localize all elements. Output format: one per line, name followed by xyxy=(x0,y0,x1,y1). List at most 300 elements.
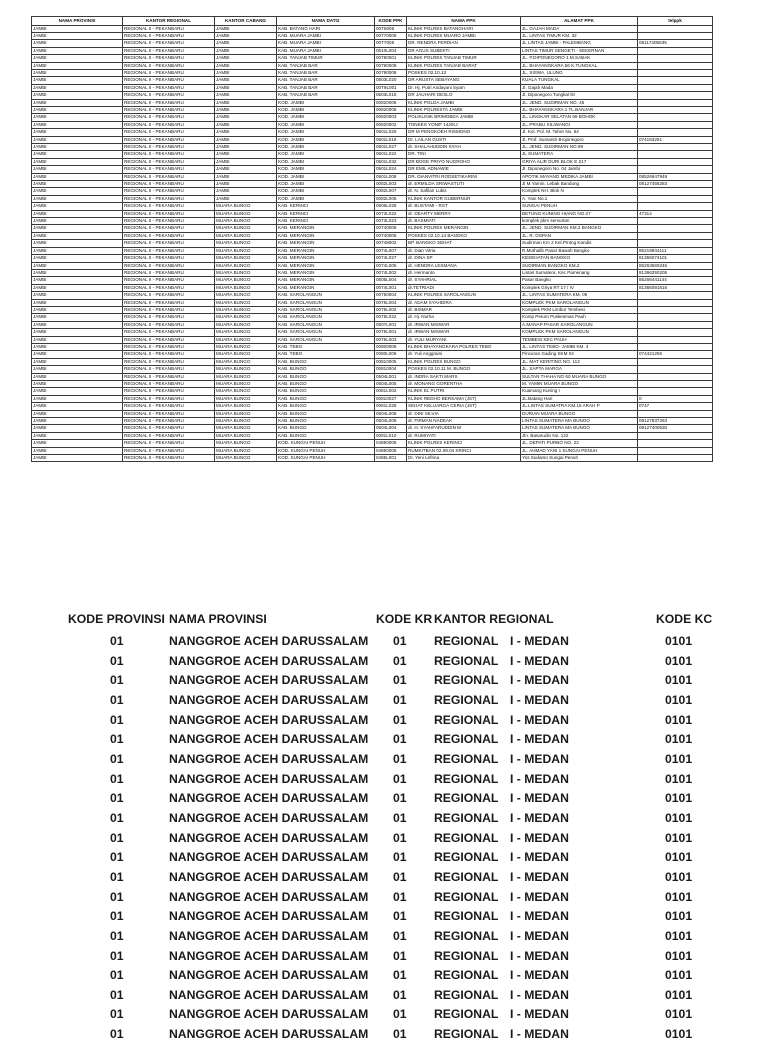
cell-nama-ppk: DR AGUS SUBEKTI xyxy=(407,47,521,54)
cell-telppk xyxy=(638,158,713,165)
cell-alamat-ppk: APOTIK MAYANG MEDIKA JAMBI xyxy=(521,173,638,180)
cell-kode-kc: 0101 xyxy=(665,810,693,825)
cell-alamat-ppk: A.MANAP PASAR SAROLANGUN xyxy=(521,321,638,328)
cell-kode-ppk: 0504L008 xyxy=(375,410,407,417)
cell-kode-kc: 0101 xyxy=(665,634,693,648)
cell-kantor-cabang: JAMBI xyxy=(215,181,277,188)
cell-telppk xyxy=(638,440,713,447)
cell-kode-ppk: 00790009 xyxy=(375,62,407,69)
cell-nama-provinsi: JAMBI xyxy=(32,269,123,276)
cell-kantor-regional: REGIONAL II - PEKANBARU xyxy=(123,403,215,410)
cell-nama-dati2: KAB. TANJAB BAR xyxy=(277,69,375,76)
cell-kode-kc: 0101 xyxy=(665,653,693,668)
cell-nama-ppk: RUMKITBAN 02.09.04 KRINCI xyxy=(407,447,521,454)
cell-nama-ppk: dr. BASMIATI xyxy=(407,218,521,225)
cell-nama-dati2: KAB. MUARA JAMBI xyxy=(277,40,375,47)
cell-kantor-regional-name: I - MEDAN xyxy=(510,692,569,707)
table-row xyxy=(32,418,713,425)
table-row xyxy=(68,770,718,790)
cell-kantor-regional: REGIONAL II - PEKANBARU xyxy=(123,329,215,336)
cell-kode-provinsi: 01 xyxy=(110,791,124,806)
cell-telppk: 85219944111 xyxy=(638,247,713,254)
table-row xyxy=(32,381,713,388)
cell-kode-ppk: 04850006 xyxy=(375,440,407,447)
ppk-table-body xyxy=(32,25,713,462)
cell-nama-dati2: KAB. TANJAB BAR xyxy=(277,62,375,69)
cell-regional: REGIONAL xyxy=(434,751,499,766)
cell-telppk: 47314 xyxy=(638,210,713,217)
cell-kantor-cabang: JAMBI xyxy=(215,144,277,151)
table-row xyxy=(68,888,718,908)
cell-alamat-ppk: JL. LINTAS TEBO- JAMBI KM. 4 xyxy=(521,343,638,350)
cell-nama-dati2: KAB. BUNGO xyxy=(277,403,375,410)
cell-nama-dati2: KOD. JAMBI xyxy=(277,129,375,136)
cell-kantor-cabang: JAMBI xyxy=(215,47,277,54)
cell-kode-provinsi: 01 xyxy=(110,948,124,963)
cell-kantor-regional: REGIONAL II - PEKANBARU xyxy=(123,410,215,417)
cell-kode-ppk: 0080L006 xyxy=(375,351,407,358)
cell-kode-ppk: 00820006 xyxy=(375,99,407,106)
cell-alamat-ppk: DURIAN MUARA BUNGO xyxy=(521,410,638,417)
cell-nama-provinsi: NANGGROE ACEH DARUSSALAM xyxy=(169,830,369,845)
cell-kantor-cabang: MUARA BUNGO xyxy=(215,255,277,262)
table-row xyxy=(68,691,718,711)
cell-nama-ppk: DR. RENDRA FERDIAN xyxy=(407,40,521,47)
cell-kantor-regional-name: I - MEDAN xyxy=(510,1027,569,1042)
cell-kantor-cabang: MUARA BUNGO xyxy=(215,432,277,439)
cell-kantor-regional: REGIONAL II - PEKANBARU xyxy=(123,299,215,306)
table-row xyxy=(32,181,713,188)
cell-kode-kr: 01 xyxy=(393,928,407,943)
cell-kode-kr: 01 xyxy=(393,751,407,766)
cell-kode-kr: 01 xyxy=(393,692,407,707)
cell-telppk xyxy=(638,218,713,225)
cell-kantor-regional: REGIONAL II - PEKANBARU xyxy=(123,366,215,373)
cell-regional: REGIONAL xyxy=(434,653,499,668)
cell-kode-ppk: 00790008 xyxy=(375,69,407,76)
table-row xyxy=(68,809,718,829)
cell-kantor-regional: REGIONAL II - PEKANBARU xyxy=(123,25,215,32)
cell-kantor-cabang: MUARA BUNGO xyxy=(215,210,277,217)
cell-nama-provinsi: JAMBI xyxy=(32,84,123,91)
cell-alamat-ppk: Jl. Gajah Mada xyxy=(521,84,638,91)
cell-nama-provinsi: JAMBI xyxy=(32,106,123,113)
cell-nama-ppk: dr. ERMILDA SRIWASTUTI xyxy=(407,181,521,188)
cell-kode-provinsi: 01 xyxy=(110,869,124,884)
cell-regional: REGIONAL xyxy=(434,810,499,825)
cell-alamat-ppk: JL. AHMAD YANI 1 SUNGAI PENUH xyxy=(521,447,638,454)
cell-telppk xyxy=(638,292,713,299)
cell-nama-ppk: dr. INDRA SAKTI MARS xyxy=(407,373,521,380)
cell-kode-kc: 0101 xyxy=(665,673,693,688)
cell-telppk xyxy=(638,114,713,121)
cell-nama-ppk: dr. SYAHRIAL xyxy=(407,277,521,284)
cell-nama-ppk: Dr. Hj. Putri Andayani Syam xyxy=(407,84,521,91)
cell-kode-ppk: 0510L004 xyxy=(375,47,407,54)
table-row xyxy=(32,114,713,121)
cell-telppk xyxy=(638,99,713,106)
cell-kantor-regional: REGIONAL II - PEKANBARU xyxy=(123,351,215,358)
cell-kantor-regional: REGIONAL II - PEKANBARU xyxy=(123,166,215,173)
cell-nama-provinsi: JAMBI xyxy=(32,158,123,165)
cell-kode-ppk: 00748002 xyxy=(375,240,407,247)
cell-kode-ppk: 00750004 xyxy=(375,292,407,299)
cell-kantor-regional: REGIONAL II - PEKANBARU xyxy=(123,129,215,136)
table-row xyxy=(32,366,713,373)
cell-kantor-regional: REGIONAL II - PEKANBARU xyxy=(123,225,215,232)
cell-kode-ppk: 0082L005 xyxy=(375,195,407,202)
cell-alamat-ppk: Jl. Diponegoro No. 04 Jambi xyxy=(521,166,638,173)
cell-alamat-ppk: KOMPLEK PKM SAROLANGUN xyxy=(521,299,638,306)
cell-kode-ppk: 0504L001 xyxy=(375,373,407,380)
cell-kantor-regional: REGIONAL II - PEKANBARU xyxy=(123,203,215,210)
cell-nama-provinsi: JAMBI xyxy=(32,447,123,454)
cell-kantor-cabang: JAMBI xyxy=(215,40,277,47)
table-row xyxy=(32,218,713,225)
cell-kantor-cabang: MUARA BUNGO xyxy=(215,403,277,410)
table-row xyxy=(32,343,713,350)
table-row xyxy=(32,403,713,410)
cell-kantor-cabang: MUARA BUNGO xyxy=(215,418,277,425)
cell-telppk xyxy=(638,32,713,39)
cell-kode-kc: 0101 xyxy=(665,1027,693,1042)
cell-nama-ppk: DR JAUHARI DESLO xyxy=(407,92,521,99)
cell-nama-provinsi: JAMBI xyxy=(32,410,123,417)
cell-kantor-cabang: JAMBI xyxy=(215,77,277,84)
table-row xyxy=(32,173,713,180)
cell-kode-ppk: 0075L003 xyxy=(375,336,407,343)
cell-kantor-regional: REGIONAL II - PEKANBARU xyxy=(123,181,215,188)
cell-kantor-regional: REGIONAL II - PEKANBARU xyxy=(123,99,215,106)
cell-alamat-ppk: JL. SISWA. ULUNG xyxy=(521,69,638,76)
cell-kode-kr: 01 xyxy=(393,634,407,648)
cell-kantor-cabang: JAMBI xyxy=(215,62,277,69)
cell-kode-kc: 0101 xyxy=(665,692,693,707)
table-row xyxy=(32,84,713,91)
province-header-row xyxy=(68,606,718,632)
table-row xyxy=(32,455,713,462)
province-spreadsheet xyxy=(68,606,718,1045)
cell-nama-ppk: KLINIK POLRES MUARO JAMBI xyxy=(407,32,521,39)
cell-alamat-ppk: GRIYA ALIR DURI BLOK E 217 xyxy=(521,158,638,165)
cell-kode-kr: 01 xyxy=(393,968,407,983)
cell-kantor-cabang: MUARA BUNGO xyxy=(215,218,277,225)
table-row xyxy=(32,121,713,128)
cell-telppk xyxy=(638,321,713,328)
cell-kantor-cabang: MUARA BUNGO xyxy=(215,240,277,247)
cell-kode-kr: 01 xyxy=(393,1007,407,1022)
table-row xyxy=(32,210,713,217)
cell-nama-provinsi: NANGGROE ACEH DARUSSALAM xyxy=(169,928,369,943)
cell-telppk: 08127455283 xyxy=(638,181,713,188)
cell-nama-ppk: dr. Hermanto xyxy=(407,269,521,276)
cell-telppk xyxy=(638,77,713,84)
cell-kantor-cabang: MUARA BUNGO xyxy=(215,277,277,284)
cell-kantor-regional: REGIONAL II - PEKANBARU xyxy=(123,447,215,454)
cell-nama-provinsi: JAMBI xyxy=(32,432,123,439)
cell-kantor-regional-name: I - MEDAN xyxy=(510,830,569,845)
cell-kode-ppk: 0505L004 xyxy=(375,277,407,284)
cell-regional: REGIONAL xyxy=(434,732,499,747)
cell-nama-ppk: dr. FIRMAN NADEAK xyxy=(407,418,521,425)
cell-nama-ppk: KLINIK POLRES KERINCI xyxy=(407,440,521,447)
cell-nama-ppk: dr. DINA SP xyxy=(407,255,521,262)
cell-nama-provinsi: JAMBI xyxy=(32,232,123,239)
cell-nama-dati2: KOD. JAMBI xyxy=(277,151,375,158)
cell-kantor-regional: REGIONAL II - PEKANBARU xyxy=(123,343,215,350)
cell-kode-ppk: 0075L001 xyxy=(375,329,407,336)
cell-kode-provinsi: 01 xyxy=(110,968,124,983)
table-row xyxy=(32,336,713,343)
cell-alamat-ppk: Komplek PKM Limbur Tembesi xyxy=(521,306,638,313)
cell-kantor-regional: REGIONAL II - PEKANBARU xyxy=(123,210,215,217)
table-row xyxy=(68,966,718,986)
cell-nama-dati2: KAB. TANJAB BAR xyxy=(277,92,375,99)
cell-nama-ppk: TONKES YONIF 142/KJ xyxy=(407,121,521,128)
cell-alamat-ppk: Komplek Griya RT 17 / IV xyxy=(521,284,638,291)
cell-kode-ppk: 0074L027 xyxy=(375,255,407,262)
cell-kantor-regional: REGIONAL II - PEKANBARU xyxy=(123,418,215,425)
cell-regional: REGIONAL xyxy=(434,830,499,845)
cell-kode-provinsi: 01 xyxy=(110,850,124,865)
cell-nama-dati2: KOD. JAMBI xyxy=(277,106,375,113)
cell-kantor-cabang: JAMBI xyxy=(215,158,277,165)
table-row xyxy=(32,247,713,254)
cell-telppk xyxy=(638,151,713,158)
cell-telppk: 81366074101 xyxy=(638,255,713,262)
cell-alamat-ppk: JL. JEND. SUDIRMAN NO. 45 xyxy=(521,99,638,106)
cell-telppk xyxy=(638,203,713,210)
cell-nama-ppk: dr. IRWAN MISWAR xyxy=(407,329,521,336)
table-row xyxy=(32,292,713,299)
cell-kantor-regional-name: I - MEDAN xyxy=(510,634,569,648)
cell-kode-ppk: 00820005 xyxy=(375,106,407,113)
cell-kode-ppk: 0081L010 xyxy=(375,432,407,439)
cell-nama-dati2: KOD. JAMBI xyxy=(277,173,375,180)
cell-kantor-regional: REGIONAL II - PEKANBARU xyxy=(123,218,215,225)
cell-kantor-cabang: JAMBI xyxy=(215,32,277,39)
cell-nama-ppk: DR EMIL ADNAWIE xyxy=(407,166,521,173)
cell-telppk xyxy=(638,314,713,321)
cell-telppk xyxy=(638,366,713,373)
cell-kantor-cabang: MUARA BUNGO xyxy=(215,358,277,365)
cell-alamat-ppk: Pasar Bangko xyxy=(521,277,638,284)
cell-nama-ppk: dr. Yuli Anggraini xyxy=(407,351,521,358)
cell-nama-ppk: KLINIK POLRES MERANGIN xyxy=(407,225,521,232)
cell-nama-provinsi: JAMBI xyxy=(32,440,123,447)
cell-nama-provinsi: JAMBI xyxy=(32,329,123,336)
cell-kantor-regional-name: I - MEDAN xyxy=(510,673,569,688)
table-row xyxy=(32,151,713,158)
header-nama-provinsi: NAMA PROVINSI xyxy=(169,612,267,626)
table-row xyxy=(68,730,718,750)
cell-telppk xyxy=(638,129,713,136)
cell-telppk xyxy=(638,92,713,99)
cell-kantor-regional: REGIONAL II - PEKANBARU xyxy=(123,195,215,202)
cell-kantor-regional: REGIONAL II - PEKANBARU xyxy=(123,151,215,158)
cell-nama-ppk: KLINIK POLRES BATANGHARI xyxy=(407,25,521,32)
cell-alamat-ppk: JL. JEND. SUDIRMAN KM.2 BANGKO xyxy=(521,225,638,232)
cell-kantor-regional-name: I - MEDAN xyxy=(510,889,569,904)
cell-nama-ppk: dr. SHALAHUDDIN SYAH xyxy=(407,144,521,151)
cell-kode-kc: 0101 xyxy=(665,791,693,806)
cell-alamat-ppk: JL LINTAS JAMBI - PALEMBANG xyxy=(521,40,638,47)
cell-nama-dati2: KAB. BUNGO xyxy=(277,373,375,380)
cell-kantor-cabang: MUARA BUNGO xyxy=(215,314,277,321)
cell-kantor-regional: REGIONAL II - PEKANBARU xyxy=(123,277,215,284)
table-row xyxy=(32,40,713,47)
cell-kode-ppk: 0075L004 xyxy=(375,299,407,306)
cell-alamat-ppk: JL. P.DIPONEGORO 1 M.SABAK xyxy=(521,55,638,62)
cell-nama-provinsi: JAMBI xyxy=(32,425,123,432)
cell-kode-kr: 01 xyxy=(393,673,407,688)
cell-nama-dati2: KOD. JAMBI xyxy=(277,121,375,128)
cell-kantor-regional: REGIONAL II - PEKANBARU xyxy=(123,188,215,195)
cell-kantor-cabang: MUARA BUNGO xyxy=(215,373,277,380)
cell-kantor-regional: REGIONAL II - PEKANBARU xyxy=(123,247,215,254)
cell-nama-dati2: KAB. BUNGO xyxy=(277,395,375,402)
cell-alamat-ppk: KUALA TUNGKAL xyxy=(521,77,638,84)
cell-alamat-ppk: JL. LINTAS SUMATERA KM. 09 xyxy=(521,292,638,299)
cell-kantor-regional-name: I - MEDAN xyxy=(510,1007,569,1022)
cell-kode-ppk: 0074L007 xyxy=(375,247,407,254)
cell-kantor-regional: REGIONAL II - PEKANBARU xyxy=(123,292,215,299)
cell-nama-dati2: KAB. SAROLANGUN xyxy=(277,314,375,321)
cell-kode-ppk: 04850005 xyxy=(375,447,407,454)
table-row xyxy=(32,203,713,210)
cell-telppk: 85266441144 xyxy=(638,277,713,284)
cell-kantor-regional: REGIONAL II - PEKANBARU xyxy=(123,373,215,380)
cell-nama-provinsi: NANGGROE ACEH DARUSSALAM xyxy=(169,634,369,648)
cell-kode-ppk: 0501L032 xyxy=(375,158,407,165)
table-row xyxy=(32,158,713,165)
cell-kantor-cabang: MUARA BUNGO xyxy=(215,410,277,417)
cell-kode-provinsi: 01 xyxy=(110,1027,124,1042)
cell-nama-ppk: dr. DINI SILVIA xyxy=(407,410,521,417)
table-row xyxy=(32,255,713,262)
ppk-spreadsheet xyxy=(31,16,712,462)
cell-nama-provinsi: JAMBI xyxy=(32,299,123,306)
cell-kantor-regional: REGIONAL II - PEKANBARU xyxy=(123,232,215,239)
cell-kode-ppk: 00T6006 xyxy=(375,25,407,32)
cell-alamat-ppk: Jln. Basarudin No. 122 xyxy=(521,432,638,439)
cell-nama-dati2: KAB. SAROLANGUN xyxy=(277,299,375,306)
cell-nama-provinsi: NANGGROE ACEH DARUSSALAM xyxy=(169,692,369,707)
cell-telppk xyxy=(638,166,713,173)
cell-nama-provinsi: JAMBI xyxy=(32,188,123,195)
cell-kantor-cabang: MUARA BUNGO xyxy=(215,455,277,462)
cell-nama-provinsi: NANGGROE ACEH DARUSSALAM xyxy=(169,771,369,786)
province-table-body xyxy=(68,632,718,1045)
table-row xyxy=(68,947,718,967)
cell-alamat-ppk: Komplek NH. Blok N xyxy=(521,188,638,195)
cell-kantor-cabang: JAMBI xyxy=(215,173,277,180)
cell-nama-provinsi: JAMBI xyxy=(32,351,123,358)
cell-kode-kc: 0101 xyxy=(665,850,693,865)
table-row xyxy=(68,789,718,809)
cell-kode-kr: 01 xyxy=(393,948,407,963)
cell-kantor-regional: REGIONAL II - PEKANBARU xyxy=(123,432,215,439)
cell-kantor-cabang: MUARA BUNGO xyxy=(215,447,277,454)
cell-nama-provinsi: JAMBI xyxy=(32,151,123,158)
cell-kantor-regional-name: I - MEDAN xyxy=(510,712,569,727)
table-row xyxy=(32,284,713,291)
cell-telppk: 074421255 xyxy=(638,351,713,358)
cell-kode-ppk: 0081L028 xyxy=(375,403,407,410)
cell-kode-ppk: 0074L002 xyxy=(375,269,407,276)
cell-kode-ppk: 0501L019 xyxy=(375,136,407,143)
cell-nama-provinsi: JAMBI xyxy=(32,403,123,410)
cell-nama-provinsi: JAMBI xyxy=(32,373,123,380)
table-row xyxy=(32,129,713,136)
cell-nama-provinsi: JAMBI xyxy=(32,336,123,343)
cell-nama-provinsi: NANGGROE ACEH DARUSSALAM xyxy=(169,1007,369,1022)
cell-regional: REGIONAL xyxy=(434,791,499,806)
cell-nama-dati2: KAB. KERINCI xyxy=(277,203,375,210)
cell-kantor-regional: REGIONAL II - PEKANBARU xyxy=(123,144,215,151)
cell-nama-ppk: KLINIK POLRES TANJAB TIMUR xyxy=(407,55,521,62)
cell-kantor-regional: REGIONAL II - PEKANBARU xyxy=(123,358,215,365)
cell-kode-ppk: 0506L028 xyxy=(375,203,407,210)
cell-kode-ppk: 00740006 xyxy=(375,225,407,232)
cell-nama-dati2: KAB. SAROLANGUN xyxy=(277,321,375,328)
cell-kantor-regional: REGIONAL II - PEKANBARU xyxy=(123,158,215,165)
table-row xyxy=(32,262,713,269)
cell-nama-dati2: KOD. SUNGAI PENUH xyxy=(277,440,375,447)
cell-kantor-regional-name: I - MEDAN xyxy=(510,653,569,668)
cell-telppk xyxy=(638,358,713,365)
cell-nama-dati2: KAB. BUNGO xyxy=(277,432,375,439)
cell-nama-provinsi: JAMBI xyxy=(32,25,123,32)
cell-telppk: 08127837263 xyxy=(638,418,713,425)
cell-kode-ppk: 0503L020 xyxy=(375,77,407,84)
cell-nama-dati2: KAB. SAROLANGUN xyxy=(277,336,375,343)
cell-nama-provinsi: JAMBI xyxy=(32,129,123,136)
cell-kantor-cabang: JAMBI xyxy=(215,166,277,173)
province-table xyxy=(68,606,718,1045)
cell-nama-dati2: KAB. MERANGIN xyxy=(277,255,375,262)
cell-telppk xyxy=(638,55,713,62)
cell-kode-ppk: 0501L024 xyxy=(375,166,407,173)
table-row xyxy=(68,868,718,888)
cell-kantor-cabang: MUARA BUNGO xyxy=(215,388,277,395)
cell-kantor-regional-name: I - MEDAN xyxy=(510,732,569,747)
ppk-table xyxy=(31,16,713,462)
table-row xyxy=(68,1025,718,1045)
cell-telppk xyxy=(638,106,713,113)
cell-nama-provinsi: JAMBI xyxy=(32,181,123,188)
cell-kantor-cabang: MUARA BUNGO xyxy=(215,306,277,313)
cell-kode-ppk: 0504L006 xyxy=(375,418,407,425)
cell-kode-ppk: 00780001 xyxy=(375,55,407,62)
cell-nama-provinsi: NANGGROE ACEH DARUSSALAM xyxy=(169,987,369,1002)
cell-telppk xyxy=(638,25,713,32)
cell-nama-ppk: KLINIK POLRES SAROLANGUN xyxy=(407,292,521,299)
header-kantor-regional: KANTOR REGIONAL xyxy=(123,17,215,26)
cell-kode-kc: 0101 xyxy=(665,987,693,1002)
table-row xyxy=(32,99,713,106)
cell-kantor-regional: REGIONAL II - PEKANBARU xyxy=(123,262,215,269)
cell-kantor-regional: REGIONAL II - PEKANBARU xyxy=(123,381,215,388)
table-row xyxy=(32,166,713,173)
cell-kode-provinsi: 01 xyxy=(110,673,124,688)
table-row xyxy=(32,395,713,402)
cell-nama-dati2: KAB. MERANGIN xyxy=(277,277,375,284)
cell-kantor-regional: REGIONAL II - PEKANBARU xyxy=(123,84,215,91)
cell-kantor-regional-name: I - MEDAN xyxy=(510,850,569,865)
cell-kode-provinsi: 01 xyxy=(110,987,124,1002)
cell-kode-ppk: 0501L022 xyxy=(375,151,407,158)
